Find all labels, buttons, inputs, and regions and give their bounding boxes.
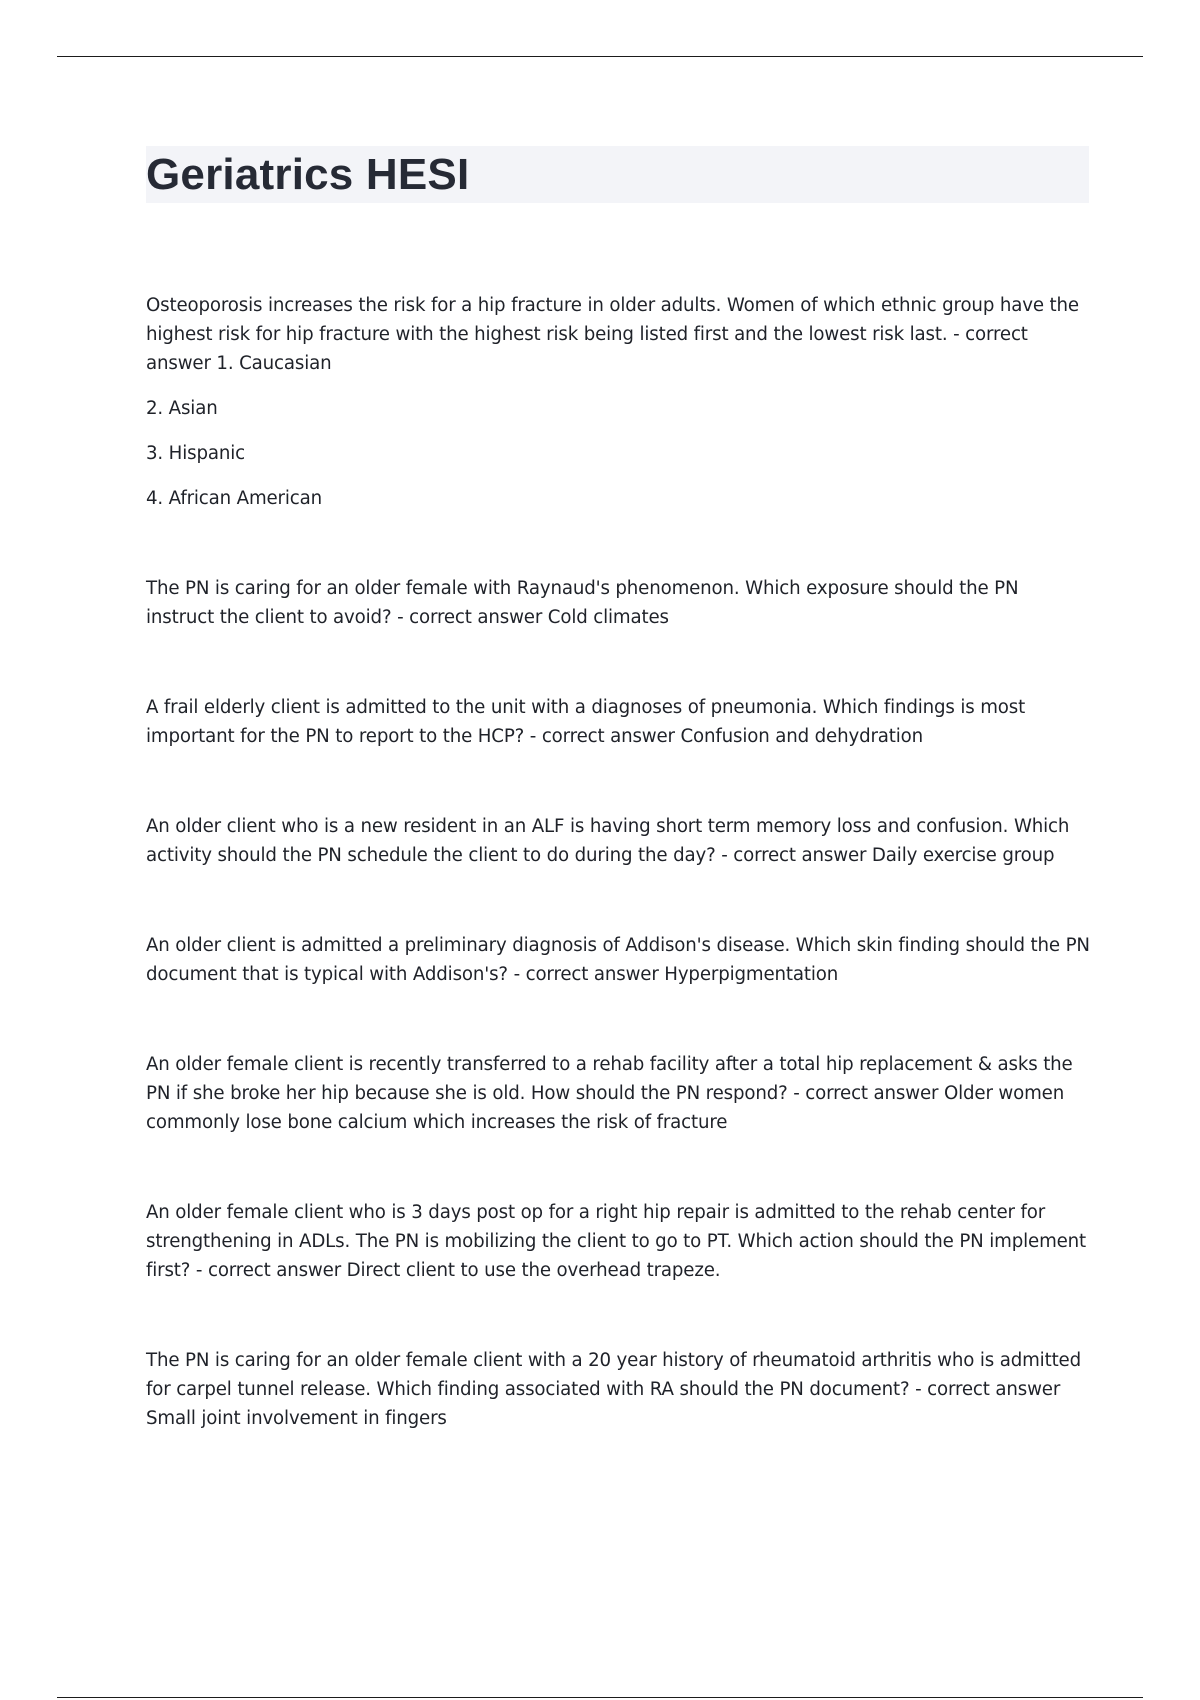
qa-list xyxy=(146,291,1090,1494)
qa-text: An older female client who is 3 days post op for a right hip repair is admitted to the rehab center for strengthening in ADLs. The PN is mobilizing the client to go to PT. Which action should the PN implement first? - correct answer Direct client to use the overhead trapeze. xyxy=(146,1202,1087,1281)
qa-text: An older client who is a new resident in an ALF is having short term memory loss and confusion. Which activity should the PN schedule the client to do during the day? - correct answer Daily exercise group xyxy=(146,816,1070,866)
qa-answer-line: 3. Hispanic xyxy=(146,443,245,464)
page-title: Geriatrics HESI xyxy=(146,150,470,199)
qa-text: An older female client is recently transferred to a rehab facility after a total hip replacement & asks the PN if she broke her hip because she is old. How should the PN respond? - correct answer Older women commonly lose bone calcium which increases the risk of fracture xyxy=(146,1054,1073,1133)
qa-text: The PN is caring for an older female client with a 20 year history of rheumatoid arthritis who is admitted for carpel tunnel release. Which finding associated with RA should the PN document? - correct answer Small joint involvement in fingers xyxy=(146,1350,1081,1429)
qa-text: An older client is admitted a preliminary diagnosis of Addison's disease. Which skin finding should the PN document that is typical with Addison's? - correct answer Hyperpigmentation xyxy=(146,935,1090,985)
qa-item xyxy=(146,291,1090,513)
qa-item xyxy=(146,931,1090,989)
qa-text: A frail elderly client is admitted to the unit with a diagnoses of pneumonia. Which findings is most important for the PN to report to the HCP? - correct answer Confusion and dehydration xyxy=(146,697,1026,747)
qa-item xyxy=(146,574,1090,632)
qa-answer-line: 4. African American xyxy=(146,488,323,509)
bottom-rule xyxy=(57,1697,1143,1698)
qa-item xyxy=(146,1346,1090,1433)
qa-answer-line: 2. Asian xyxy=(146,398,218,419)
qa-item xyxy=(146,1198,1090,1285)
qa-text: Osteoporosis increases the risk for a hip fracture in older adults. Women of which ethnic group have the highest risk for hip fracture with the highest risk being listed first and the lowest risk last. - correct answer 1. Caucasian xyxy=(146,295,1079,374)
qa-item xyxy=(146,812,1090,870)
qa-item xyxy=(146,693,1090,751)
qa-item xyxy=(146,1050,1090,1137)
qa-text: The PN is caring for an older female with Raynaud's phenomenon. Which exposure should the PN instruct the client to avoid? - correct answer Cold climates xyxy=(146,578,1019,628)
top-rule xyxy=(57,56,1143,57)
